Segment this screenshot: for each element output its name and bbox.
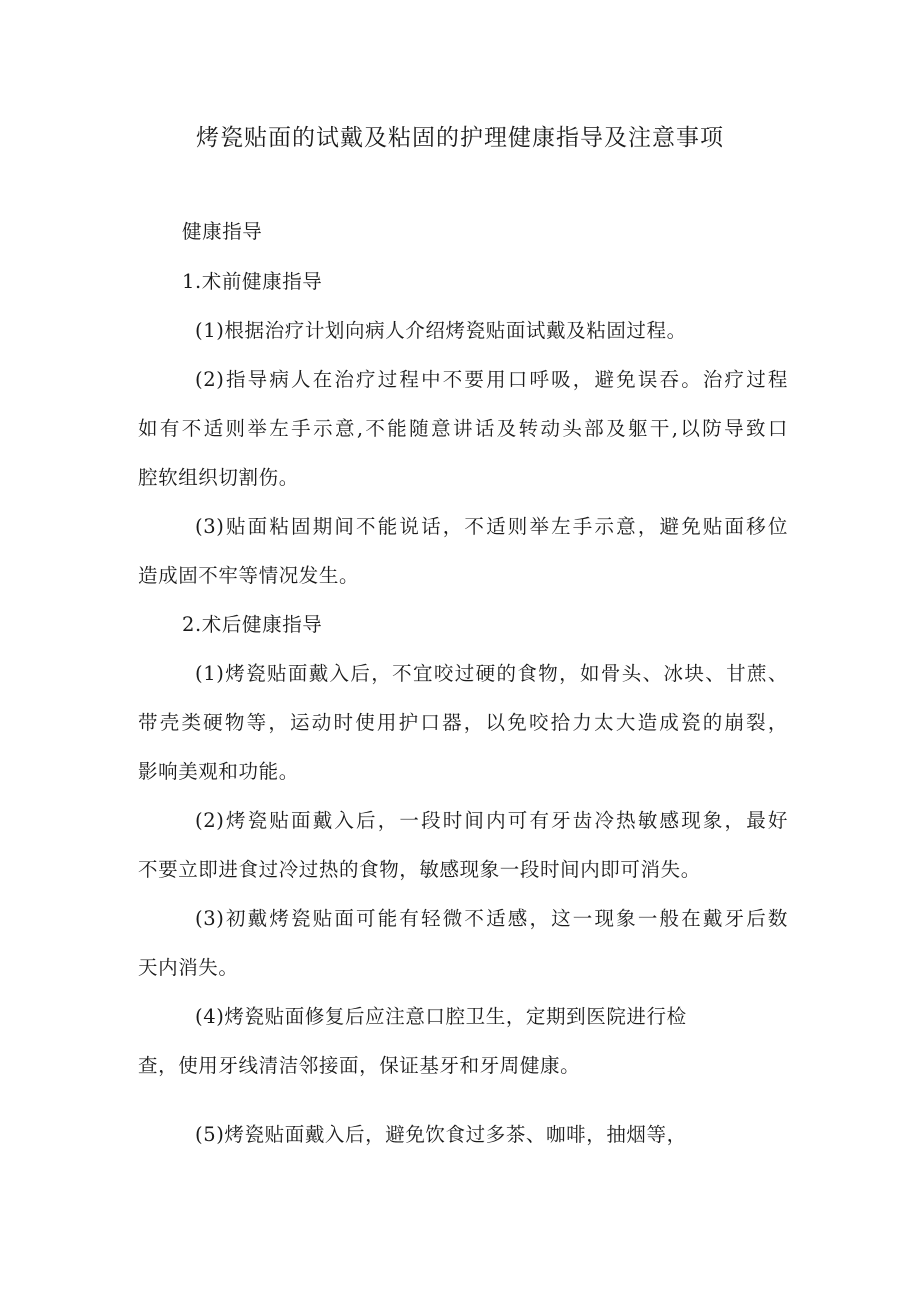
document-title: 烤瓷贴面的试戴及粘固的护理健康指导及注意事项 — [196, 125, 724, 151]
post-op-item-5-line-1: (5)烤瓷贴面戴入后，避免饮食过多茶、咖啡，抽烟等， — [195, 1123, 687, 1146]
post-op-item-4-line-2: 查，使用牙线清洁邻接面，保证基牙和牙周健康。 — [138, 1054, 581, 1077]
post-op-item-1-line-3: 影响美观和功能。 — [138, 760, 299, 783]
pre-op-item-1: (1)根据治疗计划向病人介绍烤瓷贴面试戴及粘固过程。 — [195, 319, 687, 342]
pre-op-item-2-line-1: (2)指导病人在治疗过程中不要用口呼吸，避免误吞。治疗过程 — [195, 368, 788, 391]
subsection-heading-post-op: 2.术后健康指导 — [182, 613, 323, 636]
pre-op-item-2-line-3: 腔软组织切割伤。 — [138, 466, 299, 489]
post-op-item-4-line-1: (4)烤瓷贴面修复后应注意口腔卫生，定期到医院进行检 — [195, 1005, 687, 1028]
pre-op-item-3-line-1: (3)贴面粘固期间不能说话，不适则举左手示意，避免贴面移位 — [195, 515, 788, 538]
pre-op-item-2-line-2: 如有不适则举左手示意,不能随意讲话及转动头部及躯干,以防导致口 — [138, 417, 788, 440]
pre-op-item-3-line-2: 造成固不牢等情况发生。 — [138, 564, 360, 587]
post-op-item-3-line-2: 天内消失。 — [138, 956, 239, 979]
section-heading: 健康指导 — [182, 220, 263, 243]
post-op-item-3-line-1: (3)初戴烤瓷贴面可能有轻微不适感，这一现象一般在戴牙后数 — [195, 907, 788, 930]
post-op-item-2-line-2: 不要立即进食过冷过热的食物，敏感现象一段时间内即可消失。 — [138, 858, 701, 881]
post-op-item-1-line-1: (1)烤瓷贴面戴入后，不宜咬过硬的食物，如骨头、冰块、甘蔗、 — [195, 662, 788, 685]
post-op-item-1-line-2: 带壳类硬物等，运动时使用护口器，以免咬拾力太大造成瓷的崩裂， — [138, 711, 788, 734]
subsection-heading-pre-op: 1.术前健康指导 — [182, 270, 323, 293]
post-op-item-2-line-1: (2)烤瓷贴面戴入后，一段时间内可有牙齿冷热敏感现象，最好 — [195, 809, 788, 832]
